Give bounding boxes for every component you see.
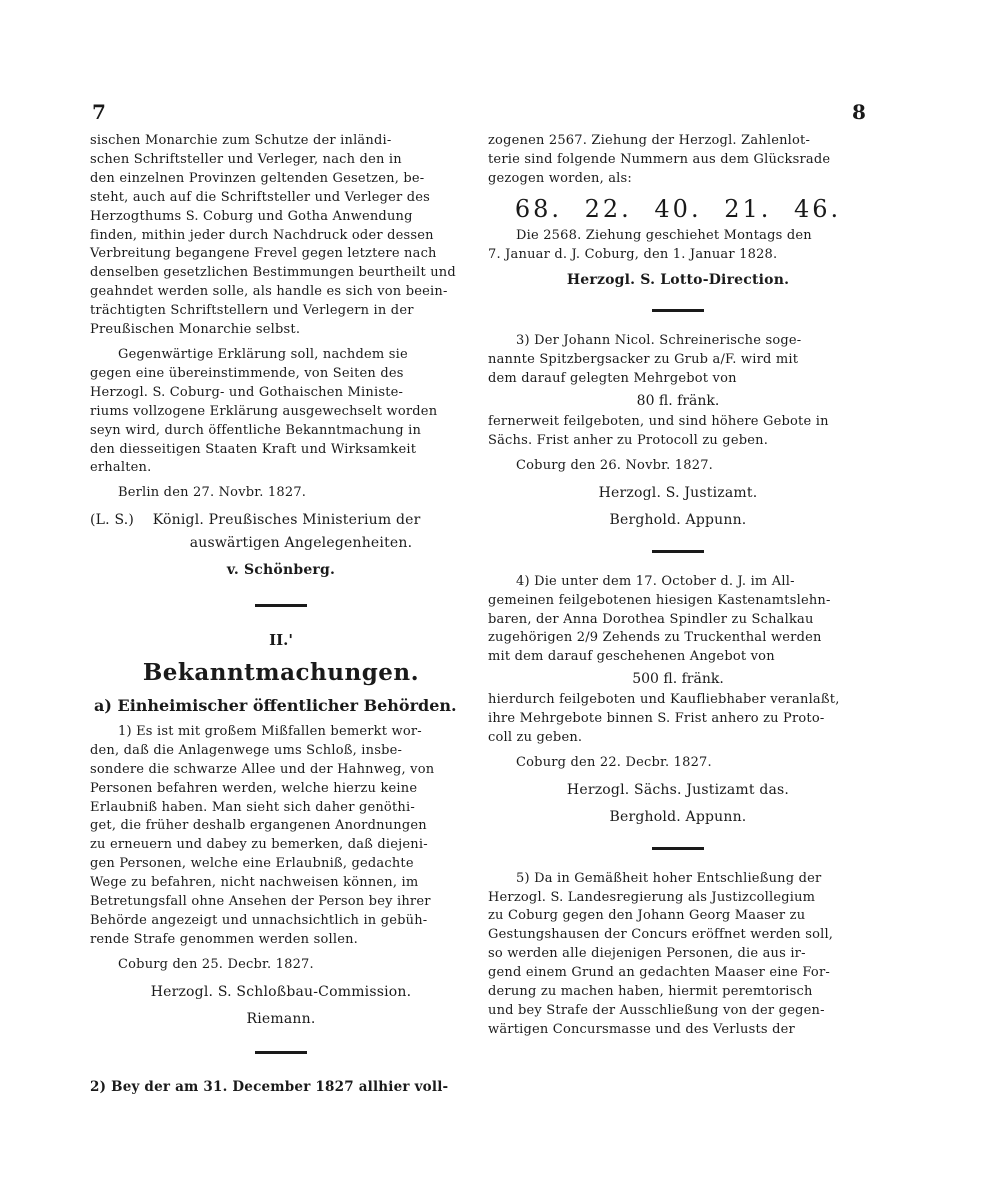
section-subtitle: a) Einheimischer öffentlicher Behörden.: [94, 695, 457, 715]
text-line: Preußischen Monarchie selbst.: [90, 322, 301, 338]
office-justizamt: Herzogl. S. Justizamt.: [598, 484, 758, 501]
text-line: Betretungsfall ohne Ansehen der Person bey ihrer: [90, 894, 431, 910]
text-line: den einzelnen Provinzen geltenden Gesetzen, be-: [90, 170, 425, 186]
text-line: steht, auch auf die Schriftsteller und Verleger des: [90, 189, 431, 205]
text-line: den, daß die Anlagenwege ums Schloß, insbe-: [90, 742, 403, 758]
text-line: so werden alle diejenigen Personen, die aus ir-: [488, 946, 806, 962]
left-paragraph-2: [90, 346, 472, 478]
text-line: riums vollzogene Erklärung ausgewechselt worden: [90, 403, 438, 419]
text-line: zu erneuern und dabey zu bemerken, daß diejeni-: [90, 837, 428, 853]
text-line: geahndet werden solle, als handle es sich von beein-: [90, 284, 448, 300]
text-line: seyn wird, durch öffentliche Bekanntmachung in: [90, 422, 422, 438]
text-line: nannte Spitzbergsacker zu Grub a/F. wird mit: [488, 352, 799, 368]
text-line: zu Coburg gegen den Johann Georg Maaser zu: [488, 908, 806, 924]
text-line: den diesseitigen Staaten Kraft und Wirksamkeit: [90, 441, 417, 457]
text-line: Wege zu befahren, nicht nachweisen können, im: [90, 875, 419, 891]
text-line: Herzogl. S. Landesregierung als Justizcollegium: [488, 889, 816, 905]
dateline-berlin: Berlin den 27. Novbr. 1827.: [118, 485, 307, 501]
text-line: wärtigen Concursmasse und des Verlusts der: [488, 1021, 795, 1037]
text-line: 5) Da in Gemäßheit hoher Entschließung der: [516, 870, 822, 886]
text-line: fernerweit feilgeboten, und sind höhere Gebote in: [488, 414, 829, 430]
office-schlossbau: Herzogl. S. Schloßbau-Commission.: [150, 983, 412, 1000]
text-line: und bey Strafe der Ausschließung von der gegen-: [488, 1003, 825, 1018]
text-line: terie sind folgende Nummern aus dem Glücksrade: [488, 151, 831, 167]
text-line: Gegenwärtige Erklärung soll, nachdem sie: [118, 346, 408, 362]
dateline-coburg-25: Coburg den 25. Decbr. 1827.: [118, 956, 314, 972]
ministry-line-1: Königl. Preußisches Ministerium der: [152, 512, 421, 529]
text-line: zugehörigen 2/9 Zehends zu Truckenthal werden: [488, 630, 822, 646]
separator-rule: [652, 847, 704, 850]
text-line: gen Personen, welche eine Erlaubniß, gedachte: [90, 856, 414, 872]
amount-80: 80 fl. fränk.: [636, 393, 720, 410]
right-paragraph-3b: [488, 413, 868, 451]
text-line: baren, der Anna Dorothea Spindler zu Schalkau: [488, 611, 814, 627]
right-paragraph-3: [488, 332, 868, 389]
right-paragraph-5: [488, 870, 868, 1040]
text-line: Verbreitung begangene Frevel gegen letztere nach: [90, 246, 437, 262]
separator-rule: [652, 550, 704, 553]
text-line: finden, mithin jeder durch Nachdruck oder dessen: [90, 227, 434, 243]
text-line: gend einem Grund an gedachten Maaser eine For-: [488, 965, 830, 981]
seal-line: [90, 511, 472, 530]
page-number-right: 8: [852, 100, 866, 124]
text-line: dem darauf gelegten Mehrgebot von: [488, 371, 737, 387]
text-line: denselben gesetzlichen Bestimmungen beurtheilt und: [90, 265, 456, 281]
text-line: Personen befahren werden, welche hierzu keine: [90, 780, 418, 796]
text-line: derung zu machen haben, hiermit peremtorisch: [488, 984, 813, 1000]
text-line: 3) Der Johann Nicol. Schreinerische soge-: [516, 333, 802, 349]
section-number: II.': [269, 630, 293, 649]
text-line: sondere die schwarze Allee und der Hahnweg, von: [90, 761, 435, 777]
text-line: gegen eine übereinstimmende, von Seiten des: [90, 365, 404, 381]
section-title: Bekanntmachungen.: [142, 658, 420, 686]
right-paragraph-4: [488, 573, 868, 668]
text-line: erhalten.: [90, 460, 152, 476]
office-justizamt-das: Herzogl. Sächs. Justizamt das.: [566, 781, 790, 798]
text-line: rende Strafe genommen werden sollen.: [90, 931, 358, 947]
office-lotto-direction: Herzogl. S. Lotto-Direction.: [566, 271, 790, 288]
text-line: 1) Es ist mit großem Mißfallen bemerkt wor-: [118, 723, 422, 739]
page-number-left: 7: [92, 100, 106, 124]
text-line: trächtigten Schriftstellern und Verlegern in der: [90, 303, 414, 319]
left-paragraph-1: [90, 132, 472, 340]
right-column: [488, 132, 868, 1040]
separator-rule: [255, 1051, 307, 1054]
right-paragraph-2: [488, 227, 868, 265]
right-paragraph-4b: [488, 691, 868, 748]
left-paragraph-4: 2) Bey der am 31. December 1827 allhier voll-: [90, 1078, 449, 1095]
dateline-coburg-26: Coburg den 26. Novbr. 1827.: [516, 457, 713, 473]
signer-riemann: Riemann.: [246, 1010, 316, 1027]
text-line: Herzogthums S. Coburg und Gotha Anwendung: [90, 208, 413, 224]
seal-mark: (L. S.): [90, 512, 135, 529]
left-paragraph-3: [90, 723, 472, 950]
text-line: hierdurch feilgeboten und Kaufliebhaber veranlaßt,: [488, 692, 840, 708]
separator-rule: [652, 309, 704, 312]
signer-berghold-appunn-1: Berghold. Appunn.: [609, 511, 747, 528]
text-line: get, die früher deshalb ergangenen Anordnungen: [90, 818, 427, 834]
text-line: coll zu geben.: [488, 730, 583, 746]
amount-500: 500 fl. fränk.: [632, 671, 724, 688]
ministry-line-2: auswärtigen Angelegenheiten.: [189, 535, 413, 552]
text-line: 4) Die unter dem 17. October d. J. im All-: [516, 573, 795, 589]
signer-berghold-appunn-2: Berghold. Appunn.: [609, 808, 747, 825]
left-column: [90, 132, 472, 1096]
text-line: zogenen 2567. Ziehung der Herzogl. Zahlenlot-: [488, 133, 811, 148]
signer-schoenberg: v. Schönberg.: [226, 562, 336, 579]
text-line: Die 2568. Ziehung geschiehet Montags den: [516, 227, 812, 243]
text-line: Erlaubniß haben. Man sieht sich daher genöthi-: [90, 799, 415, 815]
text-line: gemeinen feilgebotenen hiesigen Kastenamtslehn-: [488, 592, 831, 608]
separator-rule: [255, 604, 307, 607]
text-line: ihre Mehrgebote binnen S. Frist anhero zu Proto-: [488, 711, 825, 727]
text-line: schen Schriftsteller und Verleger, nach den in: [90, 151, 402, 167]
text-line: gezogen worden, als:: [488, 170, 632, 186]
text-line: Sächs. Frist anher zu Protocoll zu geben.: [488, 433, 769, 449]
dateline-coburg-22: Coburg den 22. Decbr. 1827.: [516, 754, 712, 770]
right-paragraph-1: [488, 132, 868, 189]
text-line: 7. Januar d. J. Coburg, den 1. Januar 1828.: [488, 246, 778, 262]
text-line: mit dem darauf geschehenen Angebot von: [488, 649, 775, 665]
text-line: Gestungshausen der Concurs eröffnet werden soll,: [488, 927, 834, 943]
text-line: sischen Monarchie zum Schutze der inländi-: [90, 133, 392, 148]
lottery-numbers: 68. 22. 40. 21. 46.: [514, 194, 842, 223]
text-line: Behörde angezeigt und unnachsichtlich in gebüh-: [90, 913, 428, 928]
text-line: Herzogl. S. Coburg- und Gothaischen Ministe-: [90, 384, 404, 400]
